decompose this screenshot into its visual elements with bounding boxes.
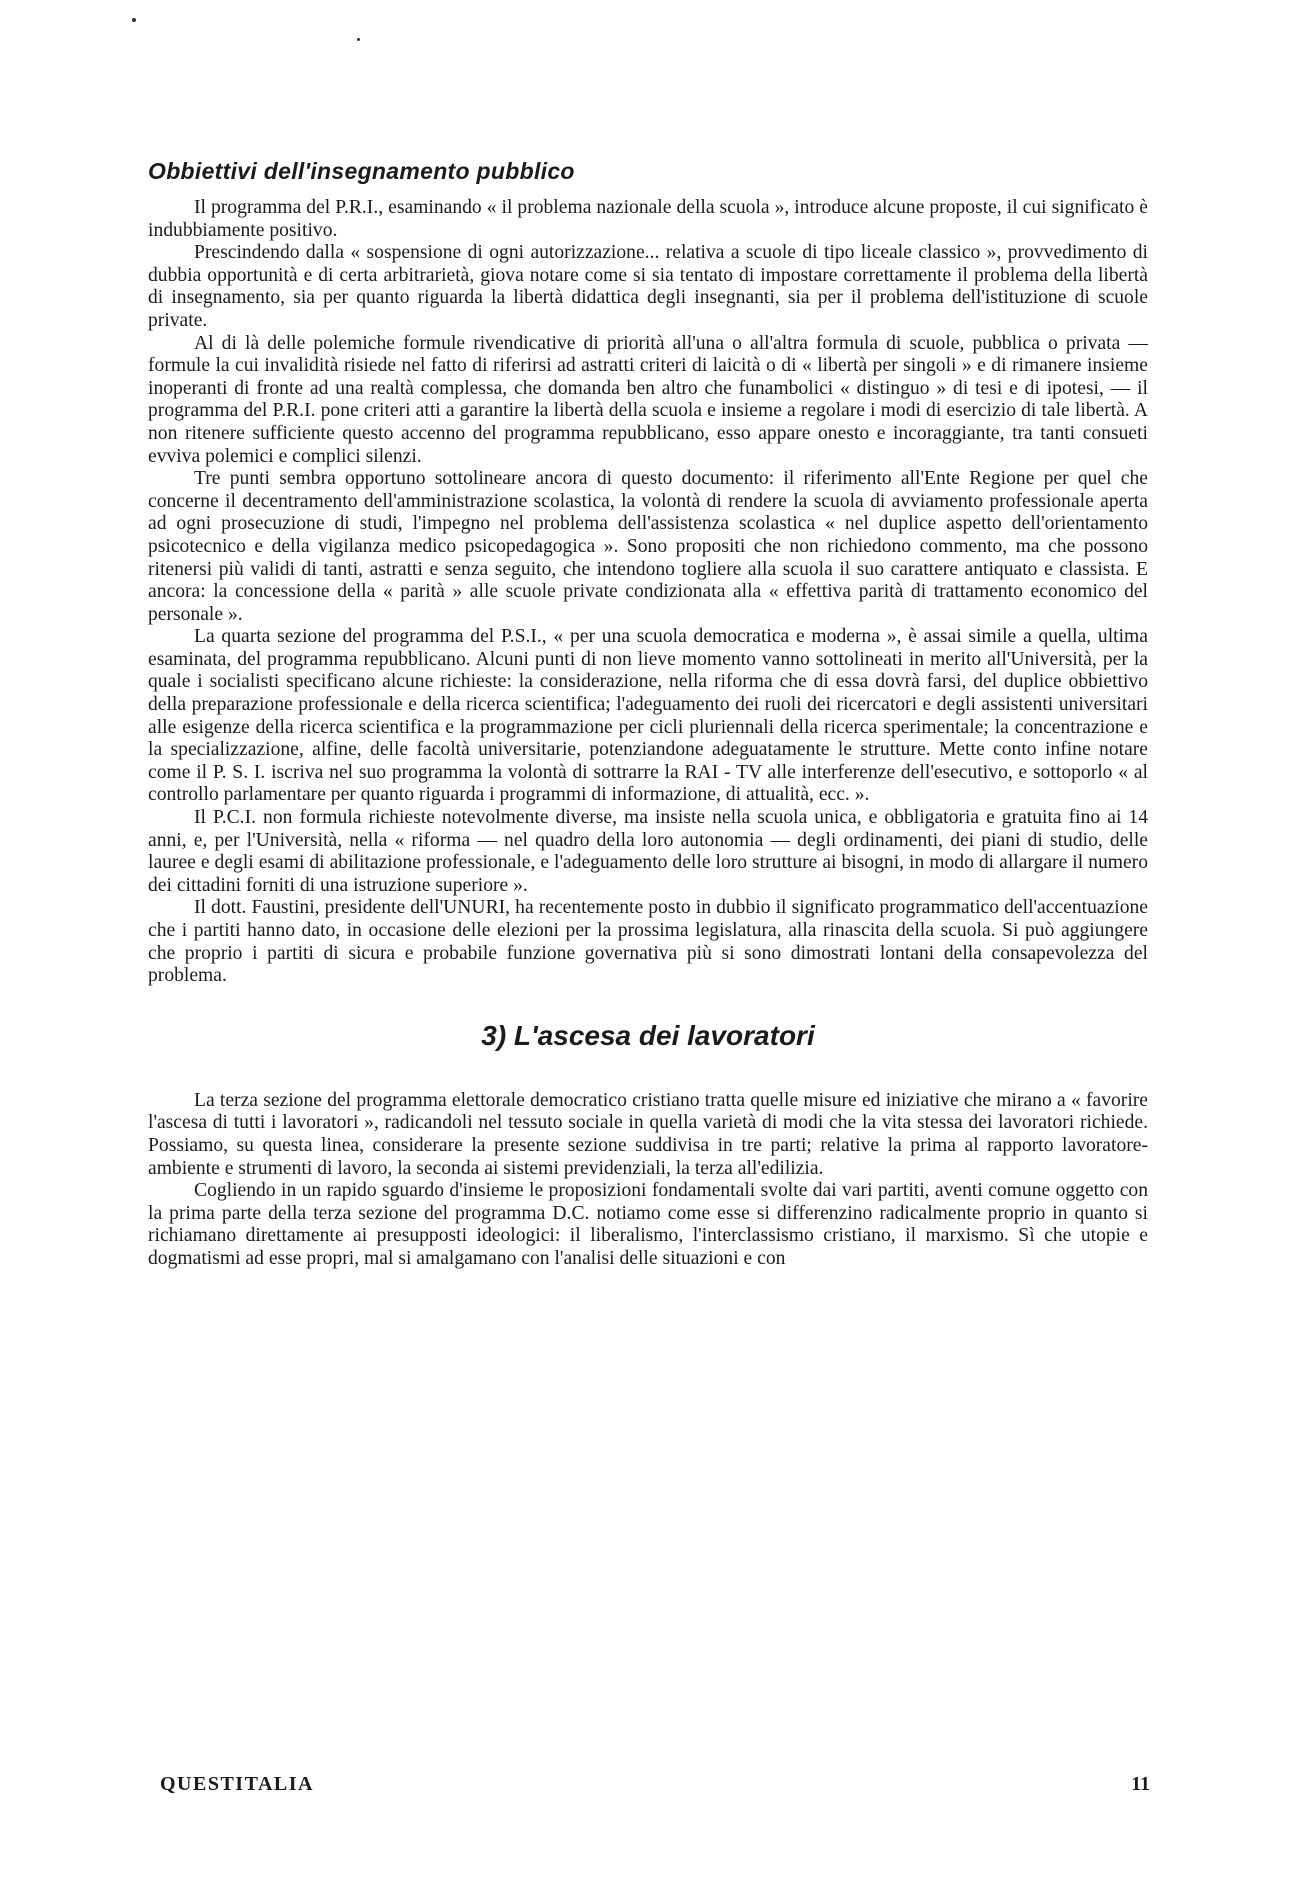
paragraph: La terza sezione del programma elettorale democratico cristiano tratta quelle misure ed iniziative che mirano a « favorire l'ascesa di tutti i lavoratori », radicandoli nel tessuto sociale in quella varietà di modi che la vita stessa dei lavoratori richiede. Possiamo, su questa linea, considerare la presente sezione suddivisa in tre parti; relative la prima al rapporto lavoratore-ambiente e strumenti di lavoro, la seconda ai sistemi previdenziali, la terza all'edilizia. [148, 1089, 1148, 1179]
paragraph: Tre punti sembra opportuno sottolineare ancora di questo documento: il riferimento all'Ente Regione per quel che concerne il decentramento dell'amministrazione scolastica, la volontà di rendere la scuola di avviamento professionale aperta ad ogni prosecuzione di studi, l'impegno nel problema dell'assistenza scolastica « nel duplice aspetto dell'orientamento psicotecnico e della vigilanza medico psicopedagogica ». Sono propositi che non richiedono commento, ma che possono ritenersi più validi di tanti, astratti e senza seguito, che intendono togliere alla scuola il suo carattere antiquato e classista. E ancora: la concessione della « parità » alle scuole private condizionata alla « effettiva parità di trattamento economico del personale ». [148, 468, 1148, 625]
chapter-heading: 3) L'ascesa dei lavoratori [481, 1019, 815, 1051]
chapter-body [148, 1090, 1148, 1271]
print-speck [357, 38, 360, 41]
print-speck [132, 18, 136, 22]
publication-name: QUESTITALIA [160, 1773, 314, 1795]
article-column [148, 158, 1148, 1271]
paragraph: Il P.C.I. non formula richieste notevolmente diverse, ma insiste nella scuola unica, e obbligatoria e gratuita fino ai 14 anni, e, per l'Università, nella « riforma — nel quadro della loro autonomia — degli ordinamenti, dei piani di studio, delle lauree e degli esami di abilitazione professionale, e l'adeguamento delle loro strutture ai bisogni, in modo di allargare il numero dei cittadini forniti di una istruzione superiore ». [148, 807, 1148, 896]
paragraph: Cogliendo in un rapido sguardo d'insieme le proposizioni fondamentali svolte dai vari partiti, aventi comune oggetto con la prima parte della terza sezione del programma D.C. notiamo come esse si differenzino radicalmente proprio in quanto si richiamano direttamente ai presupposti ideologici: il liberalismo, l'interclassismo cristiano, il marxismo. Sì che utopie e dogmatismi ad esse propri, mal si amalgamano con l'analisi delle situazioni e con [148, 1180, 1148, 1269]
page-number: 11 [1131, 1773, 1150, 1795]
paragraph: Il programma del P.R.I., esaminando « il problema nazionale della scuola », introduce alcune proposte, il cui significato è indubbiamente positivo. [148, 197, 1148, 241]
section-heading: Obbiettivi dell'insegnamento pubblico [148, 158, 575, 184]
section-body [148, 197, 1148, 988]
paragraph: La quarta sezione del programma del P.S.I., « per una scuola democratica e moderna », è assai simile a quella, ultima esaminata, del programma repubblicano. Alcuni punti di non lieve momento vanno sottolineati in merito all'Università, per la quale i socialisti specificano alcune richieste: la considerazione, nella riforma che di essa dovrà farsi, del duplice obbiettivo della preparazione professionale e della ricerca scientifica; l'adeguamento dei ruoli dei ricercatori e degli assistenti universitari alle esigenze della ricerca scientifica e la programmazione per cicli pluriennali della ricerca sperimentale; la concentrazione e la specializzazione, alfine, delle facoltà universitarie, potenziandone adeguatamente le strutture. Mette conto infine notare come il P. S. I. iscriva nel suo programma la volontà di sottrarre la RAI - TV alle interferenze dell'esecutivo, e sottoporlo « al controllo parlamentare per quanto riguarda i programmi di informazione, di attualità, ecc. ». [148, 626, 1148, 806]
paragraph: Il dott. Faustini, presidente dell'UNURI, ha recentemente posto in dubbio il significato programmatico dell'accentuazione che i partiti hanno dato, in occasione delle elezioni per la prossima legislatura, alla rinascita della scuola. Si può aggiungere che proprio i partiti di sicura e probabile funzione governativa più si sono dimostrati lontani della consapevolezza del problema. [148, 897, 1148, 987]
paragraph: Prescindendo dalla « sospensione di ogni autorizzazione... relativa a scuole di tipo liceale classico », provvedimento di dubbia opportunità e di certa arbitrarietà, giova notare come si sia tentato di impostare correttamente il problema della libertà di insegnamento, sia per quanto riguarda la libertà didattica degli insegnanti, sia per il problema dell'istituzione di scuole private. [148, 242, 1148, 331]
paragraph: Al di là delle polemiche formule rivendicative di priorità all'una o all'altra formula di scuole, pubblica o privata — formule la cui invalidità risiede nel fatto di riferirsi ad astratti criteri di laicità o di « libertà per singoli » e di rimanere insieme inoperanti di fronte ad una realtà complessa, che domanda ben altro che funambolici « distinguo » di tesi e di ipotesi, — il programma del P.R.I. pone criteri atti a garantire la libertà della scuola e insieme a regolare i modi di esercizio di tale libertà. A non ritenere sufficiente questo accenno del programma repubblicano, esso appare onesto e incoraggiante, tra tanti consueti evviva polemici e complici silenzi. [148, 332, 1148, 467]
